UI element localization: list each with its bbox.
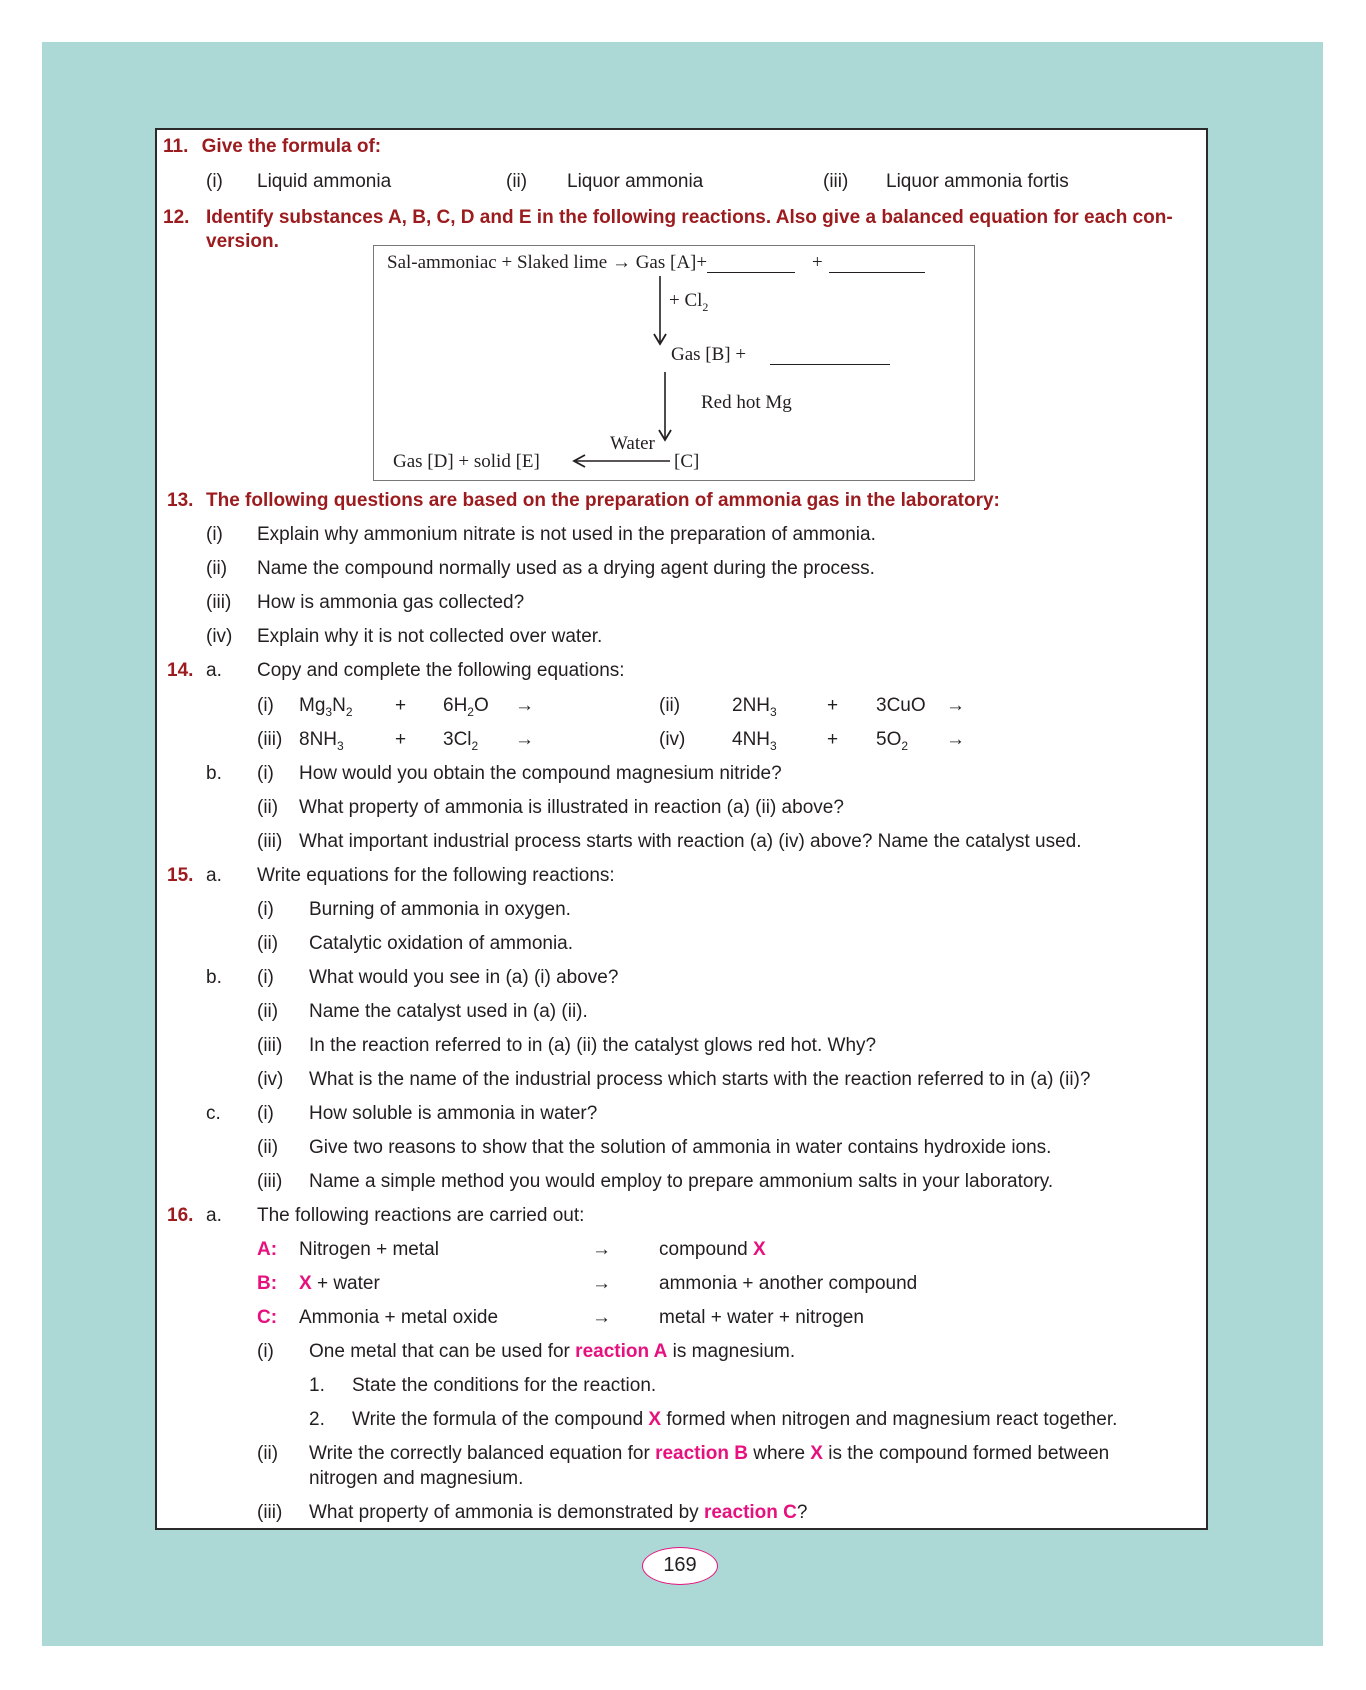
q16-ii-text: Write the correctly balanced equation for reaction B where X is the compound formed between — [309, 1443, 1110, 1464]
q13-item-text: Explain why it is not collected over water. — [257, 626, 603, 647]
q14-b-label: b. — [206, 763, 222, 784]
q14-b-item-text: What property of ammonia is illustrated in reaction (a) (ii) above? — [299, 797, 844, 818]
eq-iv-reactant2: $5O_2$ — [876, 729, 909, 753]
q15-b-item-text: In the reaction referred to in (a) (ii) the catalyst glows red hot. Why? — [309, 1035, 877, 1056]
q14-b-item-label: (iii) — [257, 831, 283, 852]
q15-c-label: c. — [206, 1103, 221, 1124]
q13-item-label: (iv) — [206, 626, 233, 647]
q11-item-1: (i) — [206, 171, 223, 192]
eq-i-reactant1: $Mg_3N_2$ — [299, 695, 353, 719]
eq-ii-arrow: → — [946, 695, 965, 716]
q15-c-item-text: Give two reasons to show that the solution of ammonia in water contains hydroxide ions. — [309, 1137, 1052, 1158]
q15-b-item-label: (ii) — [257, 1001, 279, 1022]
eq-i-reactant2: $6H_2O$ — [443, 695, 489, 719]
eq-ii-reactant2: 3CuO — [876, 695, 926, 716]
q16-ii-label: (ii) — [257, 1443, 279, 1464]
reaction-b-lhs: X + water — [299, 1273, 380, 1294]
q12-heading-line1: Identify substances A, B, C, D and E in the following reactions. Also give a balanced equation for each con- — [206, 207, 1173, 228]
q11-title: Give the formula of: — [201, 136, 382, 157]
q15-b-item-label: (iv) — [257, 1069, 284, 1090]
q14-number: 14. — [167, 660, 194, 681]
q16-sub2-label: 2. — [309, 1409, 325, 1430]
q14-b-item-label: (ii) — [257, 797, 279, 818]
q15-a-text: Write equations for the following reactions: — [257, 865, 615, 886]
reaction-diagram — [373, 245, 975, 481]
q15-c-item-label: (i) — [257, 1103, 274, 1124]
q11-item-2-text: Liquor ammonia — [567, 171, 704, 192]
q13-item-text: How is ammonia gas collected? — [257, 592, 525, 613]
q11-item-1-text: Liquid ammonia — [257, 171, 392, 192]
q15-c-item-text: Name a simple method you would employ to prepare ammonium salts in your laboratory. — [309, 1171, 1054, 1192]
q11-item-3: (iii) — [823, 171, 849, 192]
q16-sub2-text: Write the formula of the compound X formed when nitrogen and magnesium react together. — [352, 1409, 1118, 1430]
reaction-c-lhs: Ammonia + metal oxide — [299, 1307, 499, 1328]
q14-a-label: a. — [206, 660, 222, 681]
reaction-b-label: B: — [257, 1273, 278, 1294]
reaction-b-rhs: ammonia + another compound — [659, 1273, 918, 1294]
q14-b-item-text: How would you obtain the compound magnesium nitride? — [299, 763, 782, 784]
q16-a-text: The following reactions are carried out: — [257, 1205, 585, 1226]
q16-sub1-label: 1. — [309, 1375, 325, 1396]
reaction-a-label: A: — [257, 1239, 278, 1260]
eq-iii-reactant1: $8NH_3$ — [299, 729, 344, 753]
q13-item-text: Name the compound normally used as a drying agent during the process. — [257, 558, 875, 579]
reaction-a-lhs: Nitrogen + metal — [299, 1239, 439, 1260]
q13-item-label: (ii) — [206, 558, 228, 579]
q12-number: 12. — [163, 207, 190, 228]
q15-b-label: b. — [206, 967, 222, 988]
q15-c-item-label: (ii) — [257, 1137, 279, 1158]
q16-i-text: One metal that can be used for reaction A is magnesium. — [309, 1341, 796, 1362]
q15-c-item-label: (iii) — [257, 1171, 283, 1192]
q11-item-3-text: Liquor ammonia fortis — [886, 171, 1069, 192]
eq-iii-reactant2: $3Cl_2$ — [443, 729, 479, 753]
q16-iii-label: (iii) — [257, 1502, 283, 1523]
reaction-c-rhs: metal + water + nitrogen — [659, 1307, 864, 1328]
blank-3 — [770, 364, 890, 365]
eq-ii-plus: + — [827, 695, 839, 716]
q15-a-item-label: (ii) — [257, 933, 279, 954]
eq-iv-arrow: → — [946, 729, 965, 750]
page-number: 169 — [642, 1547, 718, 1585]
down-arrow-icon — [657, 372, 673, 444]
eq-i-plus: + — [395, 695, 407, 716]
reaction-a-arrow: → — [592, 1239, 611, 1260]
diagram-gas-d-solid-e: Gas [D] + solid [E] — [393, 451, 540, 472]
q14-a-text: Copy and complete the following equations: — [257, 660, 625, 681]
diagram-c: [C] — [674, 451, 700, 472]
q15-b-item-label: (i) — [257, 967, 274, 988]
q15-a-item-text: Burning of ammonia in oxygen. — [309, 899, 571, 920]
q15-a-label: a. — [206, 865, 222, 886]
diagram-step1-reagent: + $Cl_2$ — [669, 290, 709, 314]
diagram-gas-b: Gas [B] + — [671, 344, 747, 365]
q14-b-item-text: What important industrial process starts with reaction (a) (iv) above? Name the catalyst used. — [299, 831, 1082, 852]
diagram-step2-reagent: Red hot Mg — [701, 392, 792, 413]
eq-iv-reactant1: $4NH_3$ — [732, 729, 777, 753]
eq-ii-label: (ii) — [659, 695, 681, 716]
q13-item-label: (i) — [206, 524, 223, 545]
q15-number: 15. — [167, 865, 194, 886]
q16-number: 16. — [167, 1205, 194, 1226]
q16-sub1-text: State the conditions for the reaction. — [352, 1375, 657, 1396]
q11-item-2: (ii) — [506, 171, 528, 192]
q15-c-item-text: How soluble is ammonia in water? — [309, 1103, 598, 1124]
eq-iii-plus: + — [395, 729, 407, 750]
eq-iv-label: (iv) — [659, 729, 686, 750]
q16-i-label: (i) — [257, 1341, 274, 1362]
q15-b-item-text: Name the catalyst used in (a) (ii). — [309, 1001, 588, 1022]
diagram-step3-reagent: Water — [610, 433, 655, 454]
down-arrow-icon — [652, 276, 668, 348]
q15-b-item-text: What is the name of the industrial process which starts with the reaction referred to in (a) (ii)? — [309, 1069, 1091, 1090]
reaction-b-arrow: → — [592, 1273, 611, 1294]
blank-2 — [829, 272, 925, 273]
reaction-c-arrow: → — [592, 1307, 611, 1328]
eq-iii-arrow: → — [515, 729, 534, 750]
eq-iv-plus: + — [827, 729, 839, 750]
diagram-top-equation: Sal-ammoniac + Slaked lime → Gas [A]+ — [387, 252, 708, 273]
eq-iii-label: (iii) — [257, 729, 283, 750]
q11-number: 11. — [163, 136, 189, 157]
q16-iii-text: What property of ammonia is demonstrated by reaction C? — [309, 1502, 808, 1523]
q13-number: 13. — [167, 490, 194, 511]
q11-heading — [163, 136, 381, 158]
eq-i-arrow: → — [515, 695, 534, 716]
blank-1 — [707, 272, 795, 273]
q12-heading-line2: version. — [206, 231, 279, 252]
q13-heading: The following questions are based on the preparation of ammonia gas in the laboratory: — [206, 490, 1000, 511]
q13-item-label: (iii) — [206, 592, 232, 613]
diagram-plus: + — [812, 252, 823, 273]
q15-a-item-label: (i) — [257, 899, 274, 920]
q14-b-item-label: (i) — [257, 763, 274, 784]
q16-a-label: a. — [206, 1205, 222, 1226]
q13-item-text: Explain why ammonium nitrate is not used in the preparation of ammonia. — [257, 524, 876, 545]
q15-b-item-label: (iii) — [257, 1035, 283, 1056]
left-arrow-icon — [572, 453, 672, 469]
q15-a-item-text: Catalytic oxidation of ammonia. — [309, 933, 574, 954]
eq-i-label: (i) — [257, 695, 274, 716]
q15-b-item-text: What would you see in (a) (i) above? — [309, 967, 619, 988]
eq-ii-reactant1: $2NH_3$ — [732, 695, 777, 719]
q16-ii-text-line2: nitrogen and magnesium. — [309, 1468, 524, 1489]
reaction-a-rhs: compound X — [659, 1239, 766, 1260]
reaction-c-label: C: — [257, 1307, 278, 1328]
